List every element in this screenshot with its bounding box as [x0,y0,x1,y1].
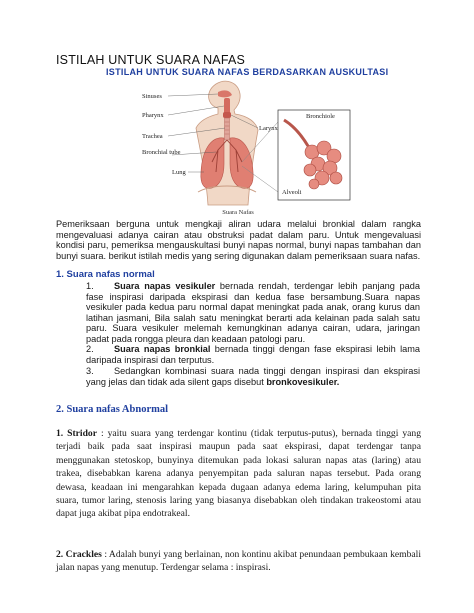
respiratory-illustration [138,80,353,206]
section-heading-normal: 1. Suara nafas normal [56,269,155,280]
document-title: ISTILAH UNTUK SUARA NAFAS [56,53,246,67]
figure-caption: Suara Nafas [222,209,254,216]
item-number: 1. [86,281,94,291]
trachea-shape [225,118,230,140]
item-number: 3. [86,366,94,376]
abnormal-item-crackles [56,548,421,575]
term-vesikuler: Suara napas vesikuler [114,281,216,291]
larynx-shape [223,112,231,118]
label-sinuses: Sinuses [142,93,162,100]
label-bronchial-tube: Bronchial tube [142,149,181,156]
desc-crackles: : Adalah bunyi yang berlainan, non kontinu akibat penundaan pembukaan kembali jalan napas yang menutup. Terdengar selama : inspirasi. [56,549,422,574]
label-bronchiole: Bronchiole [306,113,335,120]
section-heading-abnormal: 2. Suara nafas Abnormal [56,404,169,415]
desc-bronkial: bernada tinggi dengan fase ekspirasi lebih lama daripada inspirasi dan terputus. [86,344,420,365]
respiratory-diagram [138,80,353,206]
item-number: 2. [86,344,94,354]
term-bronkial: Suara napas bronkial [114,344,211,354]
term-stridor: 1. Stridor [56,428,97,439]
label-larynx: Larynx [259,125,278,132]
label-pharynx: Pharynx [142,112,164,119]
label-lung: Lung [172,169,186,176]
normal-item-bronkial [86,344,420,365]
term-bronkovesikuler: bronkovesikuler. [266,376,340,387]
label-alveoli: Alveoli [282,189,302,196]
desc-bronkovesikuler: Sedangkan kombinasi suara nada tinggi dengan inspirasi dan ekspirasi yang jelas dan tidak ada silent gaps disebut [86,366,420,387]
label-trachea: Trachea [142,133,163,140]
term-crackles: 2. Crackles [56,549,102,560]
document-subtitle: ISTILAH UNTUK SUARA NAFAS BERDASARKAN AUSKULTASI [106,67,389,77]
intro-paragraph: Pemeriksaan berguna untuk mengkaji aliran udara melalui bronkial dalam rangka mengevaluasi adanya cairan atau obstruksi padat dalam paru. Untuk mengevaluasi kondisi paru, pemeriksa mengauskultasi bunyi napas normal, bunyi napas tambahan dan bunyi suara. berikut istilah medis yang sering digunakan dalam pemeriksaan suara nafas. [56,219,421,261]
abnormal-item-stridor [56,427,421,521]
desc-stridor: : yaitu suara yang terdengar kontinu (tidak terputus-putus), bernada tinggi yang terjadi baik pada saat inspirasi maupun pada saat ekspirasi, dapat terdengar tanpa menggunakan stetoskop, bunyinya ditemukan pada lokasi saluran napas atas (laring) atau trakea, disebabkan karena adanya penyempitan pada saluran napas tersebut. Pada orang dewasa, keadaan ini mengarahkan kepada dugaan adanya edema laring, kelumpuhan pita suara, tumor laring, stenosis laring yang biasanya disebabkan oleh tindakan trakeostomi atau dapat juga akibat pipa endotrakeal. [56,428,421,520]
normal-item-vesikuler [86,281,420,345]
desc-vesikuler: bernada rendah, terdengar lebih panjang pada fase inspirasi daripada ekspirasi dan kedua fase bersambung.Suara napas vesikuler pada kedua paru normal dapat meningkat pada anak, orang kurus dan latihan jasmani, Bila salah satu meningkat berarti ada kelainan pada salah satu paru. Suara vesikuler melemah kemungkinan adanya cairan, udara, jaringan padat pada rongga pleura dan keadaan patologi paru. [86,281,420,344]
normal-item-bronkovesikuler [86,366,420,387]
